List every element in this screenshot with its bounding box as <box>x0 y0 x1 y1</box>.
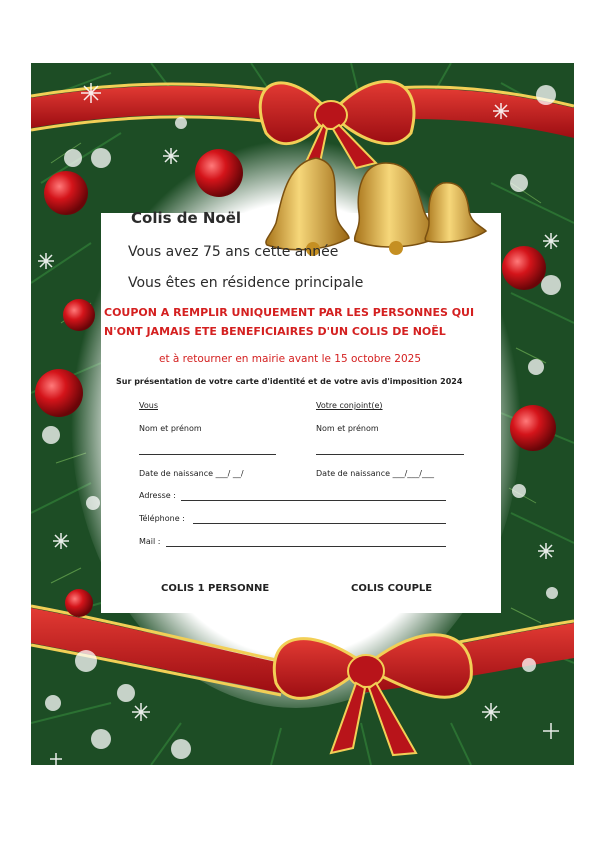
address-field[interactable] <box>181 500 446 501</box>
documents-note: Sur présentation de votre carte d'identité et de votre avis d'imposition 2024 <box>116 377 463 386</box>
mail-field[interactable] <box>166 546 446 547</box>
address-label: Adresse : <box>139 491 176 500</box>
card-title: Colis de Noël <box>131 209 242 227</box>
spouse-name-label: Nom et prénom <box>316 424 379 433</box>
single-package-option[interactable]: COLIS 1 PERSONNE <box>161 583 270 594</box>
christmas-card <box>31 63 574 765</box>
couple-package-option[interactable]: COLIS COUPLE <box>351 583 433 594</box>
name-label: Nom et prénom <box>139 424 202 433</box>
card-decoration <box>31 63 574 765</box>
age-condition: Vous avez 75 ans cette année <box>128 244 339 260</box>
spouse-name-field[interactable] <box>316 454 464 455</box>
phone-label: Téléphone : <box>139 514 185 523</box>
residence-condition: Vous êtes en résidence principale <box>128 275 364 291</box>
birth-date-field[interactable]: Date de naissance ___/ __/ <box>139 469 244 478</box>
spouse-heading: Votre conjoint(e) <box>316 401 383 410</box>
coupon-instruction-line2: N'ONT JAMAIS ETE BENEFICIAIRES D'UN COLIS DE NOËL <box>104 325 446 338</box>
name-field[interactable] <box>139 454 276 455</box>
you-heading: Vous <box>139 401 158 410</box>
phone-field[interactable] <box>193 523 446 524</box>
mail-label: Mail : <box>139 537 161 546</box>
spouse-birth-date-field[interactable]: Date de naissance ___/___/___ <box>316 469 434 478</box>
coupon-instruction-line1: COUPON A REMPLIR UNIQUEMENT PAR LES PERSONNES QUI <box>104 306 475 319</box>
return-deadline: et à retourner en mairie avant le 15 octobre 2025 <box>159 353 422 365</box>
